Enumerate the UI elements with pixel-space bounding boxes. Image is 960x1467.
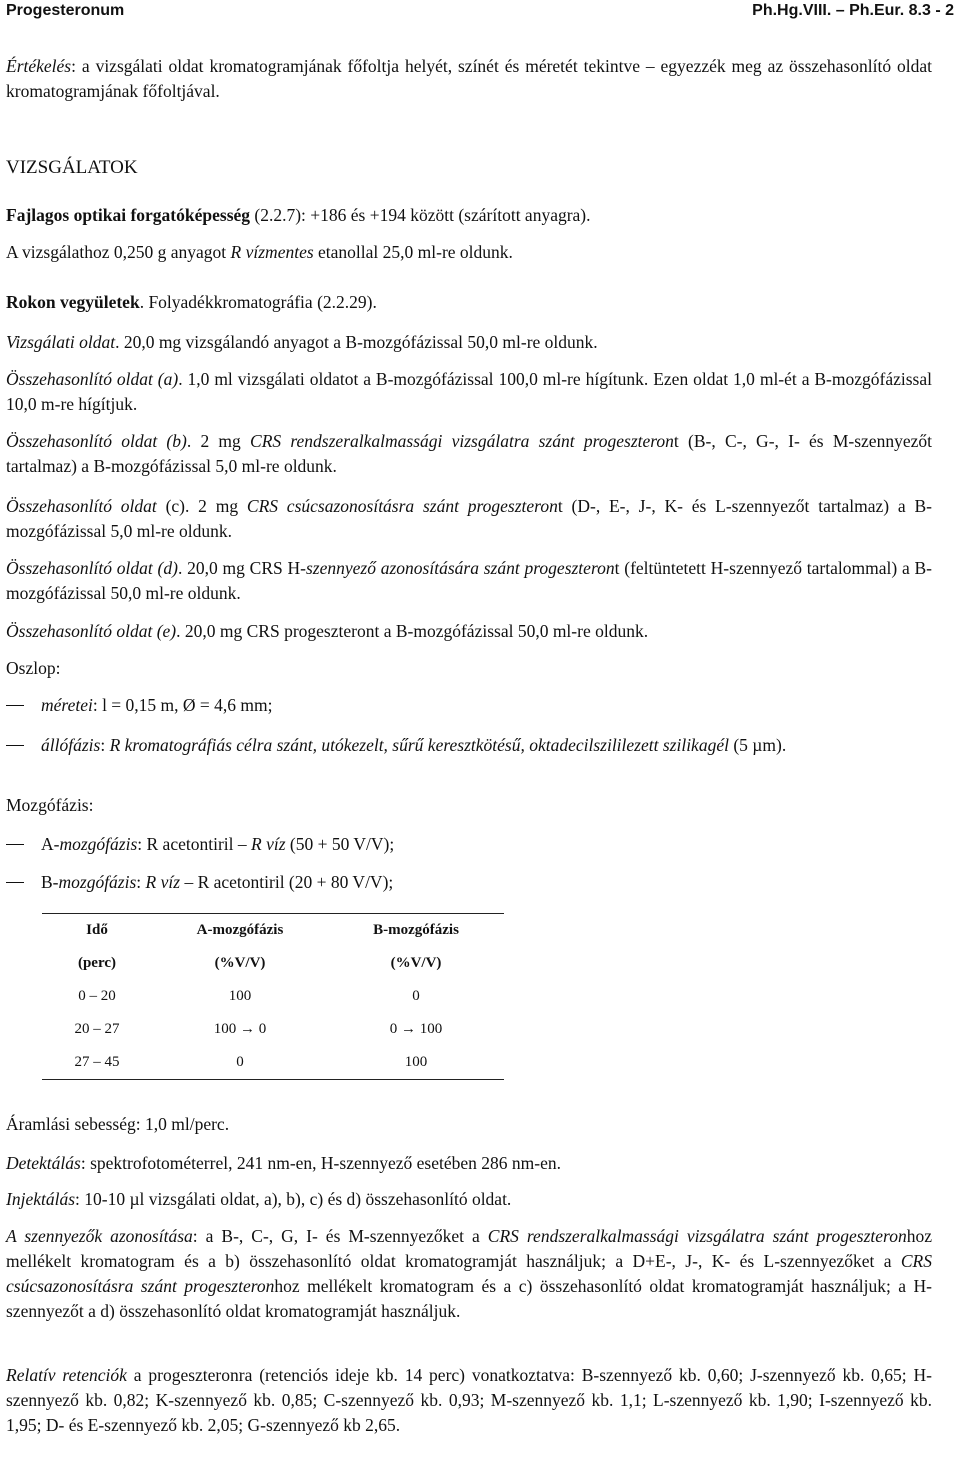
injektalas-paragraph <box>6 1187 932 1212</box>
table-cell: 27 – 45 <box>42 1046 152 1080</box>
ertekeles-paragraph <box>6 54 932 104</box>
table-row <box>42 980 504 1013</box>
osszehasonlito-c-reference: CRS csúcsazonosításra szánt progeszteron <box>246 496 558 516</box>
table-row <box>42 1046 504 1080</box>
header-pharmacopoeia-ref: Ph.Hg.VIII. – Ph.Eur. 8.3 - 2 <box>752 2 954 19</box>
oszlop-item-meretei-text <box>41 693 932 718</box>
fajlagos-method-reagent: R vízmentes <box>230 242 314 262</box>
header-ido: Idő <box>42 914 152 948</box>
osszehasonlito-d-text: . 20,0 mg CRS H- <box>177 558 306 578</box>
osszehasonlito-c-text: (c). 2 mg <box>156 496 247 516</box>
osszehasonlito-b-label: Összehasonlító oldat (b) <box>6 431 187 451</box>
gradient-table <box>42 913 504 1080</box>
mozgofazis-b-label: mozgófázis <box>58 872 137 892</box>
unit-a-mozgofazis: (%V/V) <box>214 955 266 971</box>
azonositas-paragraph <box>6 1224 932 1324</box>
osszehasonlito-e-paragraph <box>6 619 932 644</box>
table-row <box>42 1013 504 1046</box>
table-cell: 100 → 0 <box>213 1021 267 1037</box>
mozgofazis-a-label: mozgófázis <box>59 834 138 854</box>
detektalas-label: Detektálás <box>6 1153 81 1173</box>
dash-bullet <box>6 745 24 746</box>
mozgofazis-a-text <box>41 832 932 857</box>
oszlop-item-allofazis-text <box>41 733 932 758</box>
allofazis-size: (5 µm). <box>728 735 787 755</box>
table-cell: 100 <box>328 1046 504 1080</box>
mozgofazis-item-b <box>6 870 932 895</box>
mozgofazis-item-a <box>6 832 932 857</box>
osszehasonlito-a-paragraph <box>6 367 932 417</box>
osszehasonlito-d-text-end: t (feltüntetett H-szennyező tartalommal) a B-mozgófázissal 50,0 ml-re oldunk. <box>6 558 933 603</box>
fajlagos-method <box>6 240 932 265</box>
vizsgalati-oldat-paragraph <box>6 330 932 355</box>
unit-b-mozgofazis: (%V/V) <box>390 955 442 971</box>
fajlagos-method-text-end: etanollal 25,0 ml-re oldunk. <box>313 242 513 262</box>
dash-bullet <box>6 705 24 706</box>
mozgofazis-a-water: R víz <box>251 834 286 854</box>
osszehasonlito-d-label: Összehasonlító oldat (d) <box>6 558 178 578</box>
osszehasonlito-d-reference: szennyező azonosítására szánt progeszteron <box>305 558 615 578</box>
osszehasonlito-c-paragraph <box>6 494 932 544</box>
fajlagos-method-text: A vizsgálathoz 0,250 g anyagot <box>6 242 231 262</box>
fajlagos-label: Fajlagos optikai forgatóképesség <box>6 205 251 225</box>
relativ-retencio-label: Relatív retenciók <box>6 1365 127 1385</box>
table-cell: 0 – 20 <box>78 988 116 1004</box>
allofazis-value: R kromatográfiás célra szánt, utókezelt, sűrű keresztkötésű, oktadecilszililezett szilikagél <box>109 735 729 755</box>
oszlop-item-allofazis <box>6 733 932 783</box>
table-header-row <box>42 914 504 948</box>
unit-ido: (perc) <box>77 955 117 971</box>
mozgofazis-a-ratio: (50 + 50 V/V); <box>285 834 395 854</box>
mozgofazis-b-ratio: – R acetontiril (20 + 80 V/V); <box>180 872 394 892</box>
mozgofazis-a-composition: : R acetontiril – <box>137 834 251 854</box>
header-b-mozgofazis: B-mozgófázis <box>328 914 504 948</box>
rokon-text: . Folyadékkromatográfia (2.2.29). <box>139 292 377 312</box>
dash-bullet <box>6 844 24 845</box>
vizsgalatok-heading: VIZSGÁLATOK <box>6 157 138 178</box>
fajlagos-paragraph <box>6 203 932 228</box>
osszehasonlito-c-text-end: t (D-, E-, J-, K- és L-szennyezőt tartalmaz) a B-mozgófázissal 5,0 ml-re oldunk. <box>6 496 932 541</box>
meretei-label: méretei <box>41 695 93 715</box>
mozgofazis-b-colon: : <box>136 872 146 892</box>
azonositas-reference-2: CRS csúcsazonosításra szánt progeszteron <box>6 1251 932 1296</box>
table-cell: 0 <box>412 988 420 1004</box>
azonositas-reference-1: CRS rendszeralkalmassági vizsgálatra szánt progeszteron <box>487 1226 907 1246</box>
dash-bullet <box>6 882 24 883</box>
osszehasonlito-b-text: . 2 mg <box>186 431 251 451</box>
detektalas-text: : spektrofotométerrel, 241 nm-en, H-szennyező esetében 286 nm-en. <box>80 1153 561 1173</box>
vizsgalati-oldat-label: Vizsgálati oldat <box>6 332 116 352</box>
relativ-retencio-text: a progeszteronra (retenciós ideje kb. 14 perc) vonatkoztatva: B-szennyező kb. 0,60; J-szennyező kb. 0,65; H-szennyező kb. 0,82; K-szennyező kb. 0,85; C-szennyező kb. 0,93; M-szennyező kb. 1,1; L-szennyező kb. 1,90; I-szennyező kb. 1,95; D- és E-szennyező kb. 2,05; G-szennyező kb 2,65. <box>6 1365 933 1435</box>
mozgofazis-label: Mozgófázis: <box>6 795 94 815</box>
table-units-row <box>42 947 504 980</box>
osszehasonlito-b-text-end: t (B-, C-, G-, I- és M-szennyezőt tartalmaz) a B-mozgófázissal 5,0 ml-re oldunk. <box>6 431 932 476</box>
relativ-retencio-paragraph <box>6 1363 932 1438</box>
oszlop-item-meretei <box>6 693 932 718</box>
osszehasonlito-c-label: Összehasonlító oldat <box>6 496 157 516</box>
fajlagos-text: (2.2.7): +186 és +194 között (szárított anyagra). <box>250 205 591 225</box>
osszehasonlito-a-text: . 1,0 ml vizsgálati oldatot a B-mozgófázissal 100,0 ml-re hígítunk. Ezen oldat 1,0 ml-ét a B-mozgófázissal 10,0 m-re hígítjuk. <box>6 369 932 414</box>
osszehasonlito-d-paragraph <box>6 556 932 606</box>
table-cell: 100 <box>228 988 252 1004</box>
mozgofazis-a-prefix: A- <box>41 834 60 854</box>
mozgofazis-b-text <box>41 870 932 895</box>
azonositas-text-2: hoz mellékelt kromatogram és a b) összehasonlító oldat kromatogramját használjuk; a D+E-, J-, K- és L-szennyezőket a <box>6 1226 932 1271</box>
osszehasonlito-b-paragraph <box>6 429 932 479</box>
allofazis-label: állófázis <box>41 735 101 755</box>
vizsgalati-oldat-text: . 20,0 mg vizsgálandó anyagot a B-mozgófázissal 50,0 ml-re oldunk. <box>115 332 598 352</box>
table-cell: 0 <box>152 1046 328 1080</box>
allofazis-colon: : <box>100 735 110 755</box>
osszehasonlito-b-reference: CRS rendszeralkalmassági vizsgálatra szánt progeszteron <box>250 431 674 451</box>
azonositas-label: A szennyezők azonosítása <box>6 1226 193 1246</box>
oszlop-label: Oszlop: <box>6 658 61 678</box>
ertekeles-text: : a vizsgálati oldat kromatogramjának főfoltja helyét, színét és méretét tekintve – egyezzék meg az összehasonlító oldat kromatogramjának főfoltjával. <box>6 56 932 101</box>
aramlasi-sebesseg: Áramlási sebesség: 1,0 ml/perc. <box>6 1114 230 1134</box>
injektalas-label: Injektálás <box>6 1189 76 1209</box>
osszehasonlito-e-text: . 20,0 mg CRS progeszteront a B-mozgófázissal 50,0 ml-re oldunk. <box>176 621 649 641</box>
rokon-label: Rokon vegyületek <box>6 292 140 312</box>
header-a-mozgofazis: A-mozgófázis <box>152 914 328 948</box>
mozgofazis-b-water: R víz <box>145 872 181 892</box>
table-cell: 20 – 27 <box>74 1021 120 1037</box>
injektalas-text: : 10-10 µl vizsgálati oldat, a), b), c) és d) összehasonlító oldat. <box>75 1189 512 1209</box>
ertekeles-label: Értékelés <box>6 56 72 76</box>
azonositas-text-3: hoz mellékelt kromatogram és a c) összehasonlító oldat kromatogramját használjuk; a H-szennyezőt a d) összehasonlító oldat kromatogramját használjuk. <box>6 1276 932 1321</box>
page-header <box>6 0 954 22</box>
table-cell: 0 → 100 <box>389 1021 443 1037</box>
meretei-value: : l = 0,15 m, Ø = 4,6 mm; <box>92 695 273 715</box>
rokon-paragraph <box>6 290 932 315</box>
header-monograph-title: Progesteronum <box>6 2 125 19</box>
azonositas-text-1: : a B-, C-, G, I- és M-szennyezőket a <box>192 1226 488 1246</box>
osszehasonlito-a-label: Összehasonlító oldat (a) <box>6 369 179 389</box>
detektalas-paragraph <box>6 1151 932 1176</box>
mozgofazis-b-prefix: B- <box>41 872 59 892</box>
osszehasonlito-e-label: Összehasonlító oldat (e) <box>6 621 177 641</box>
